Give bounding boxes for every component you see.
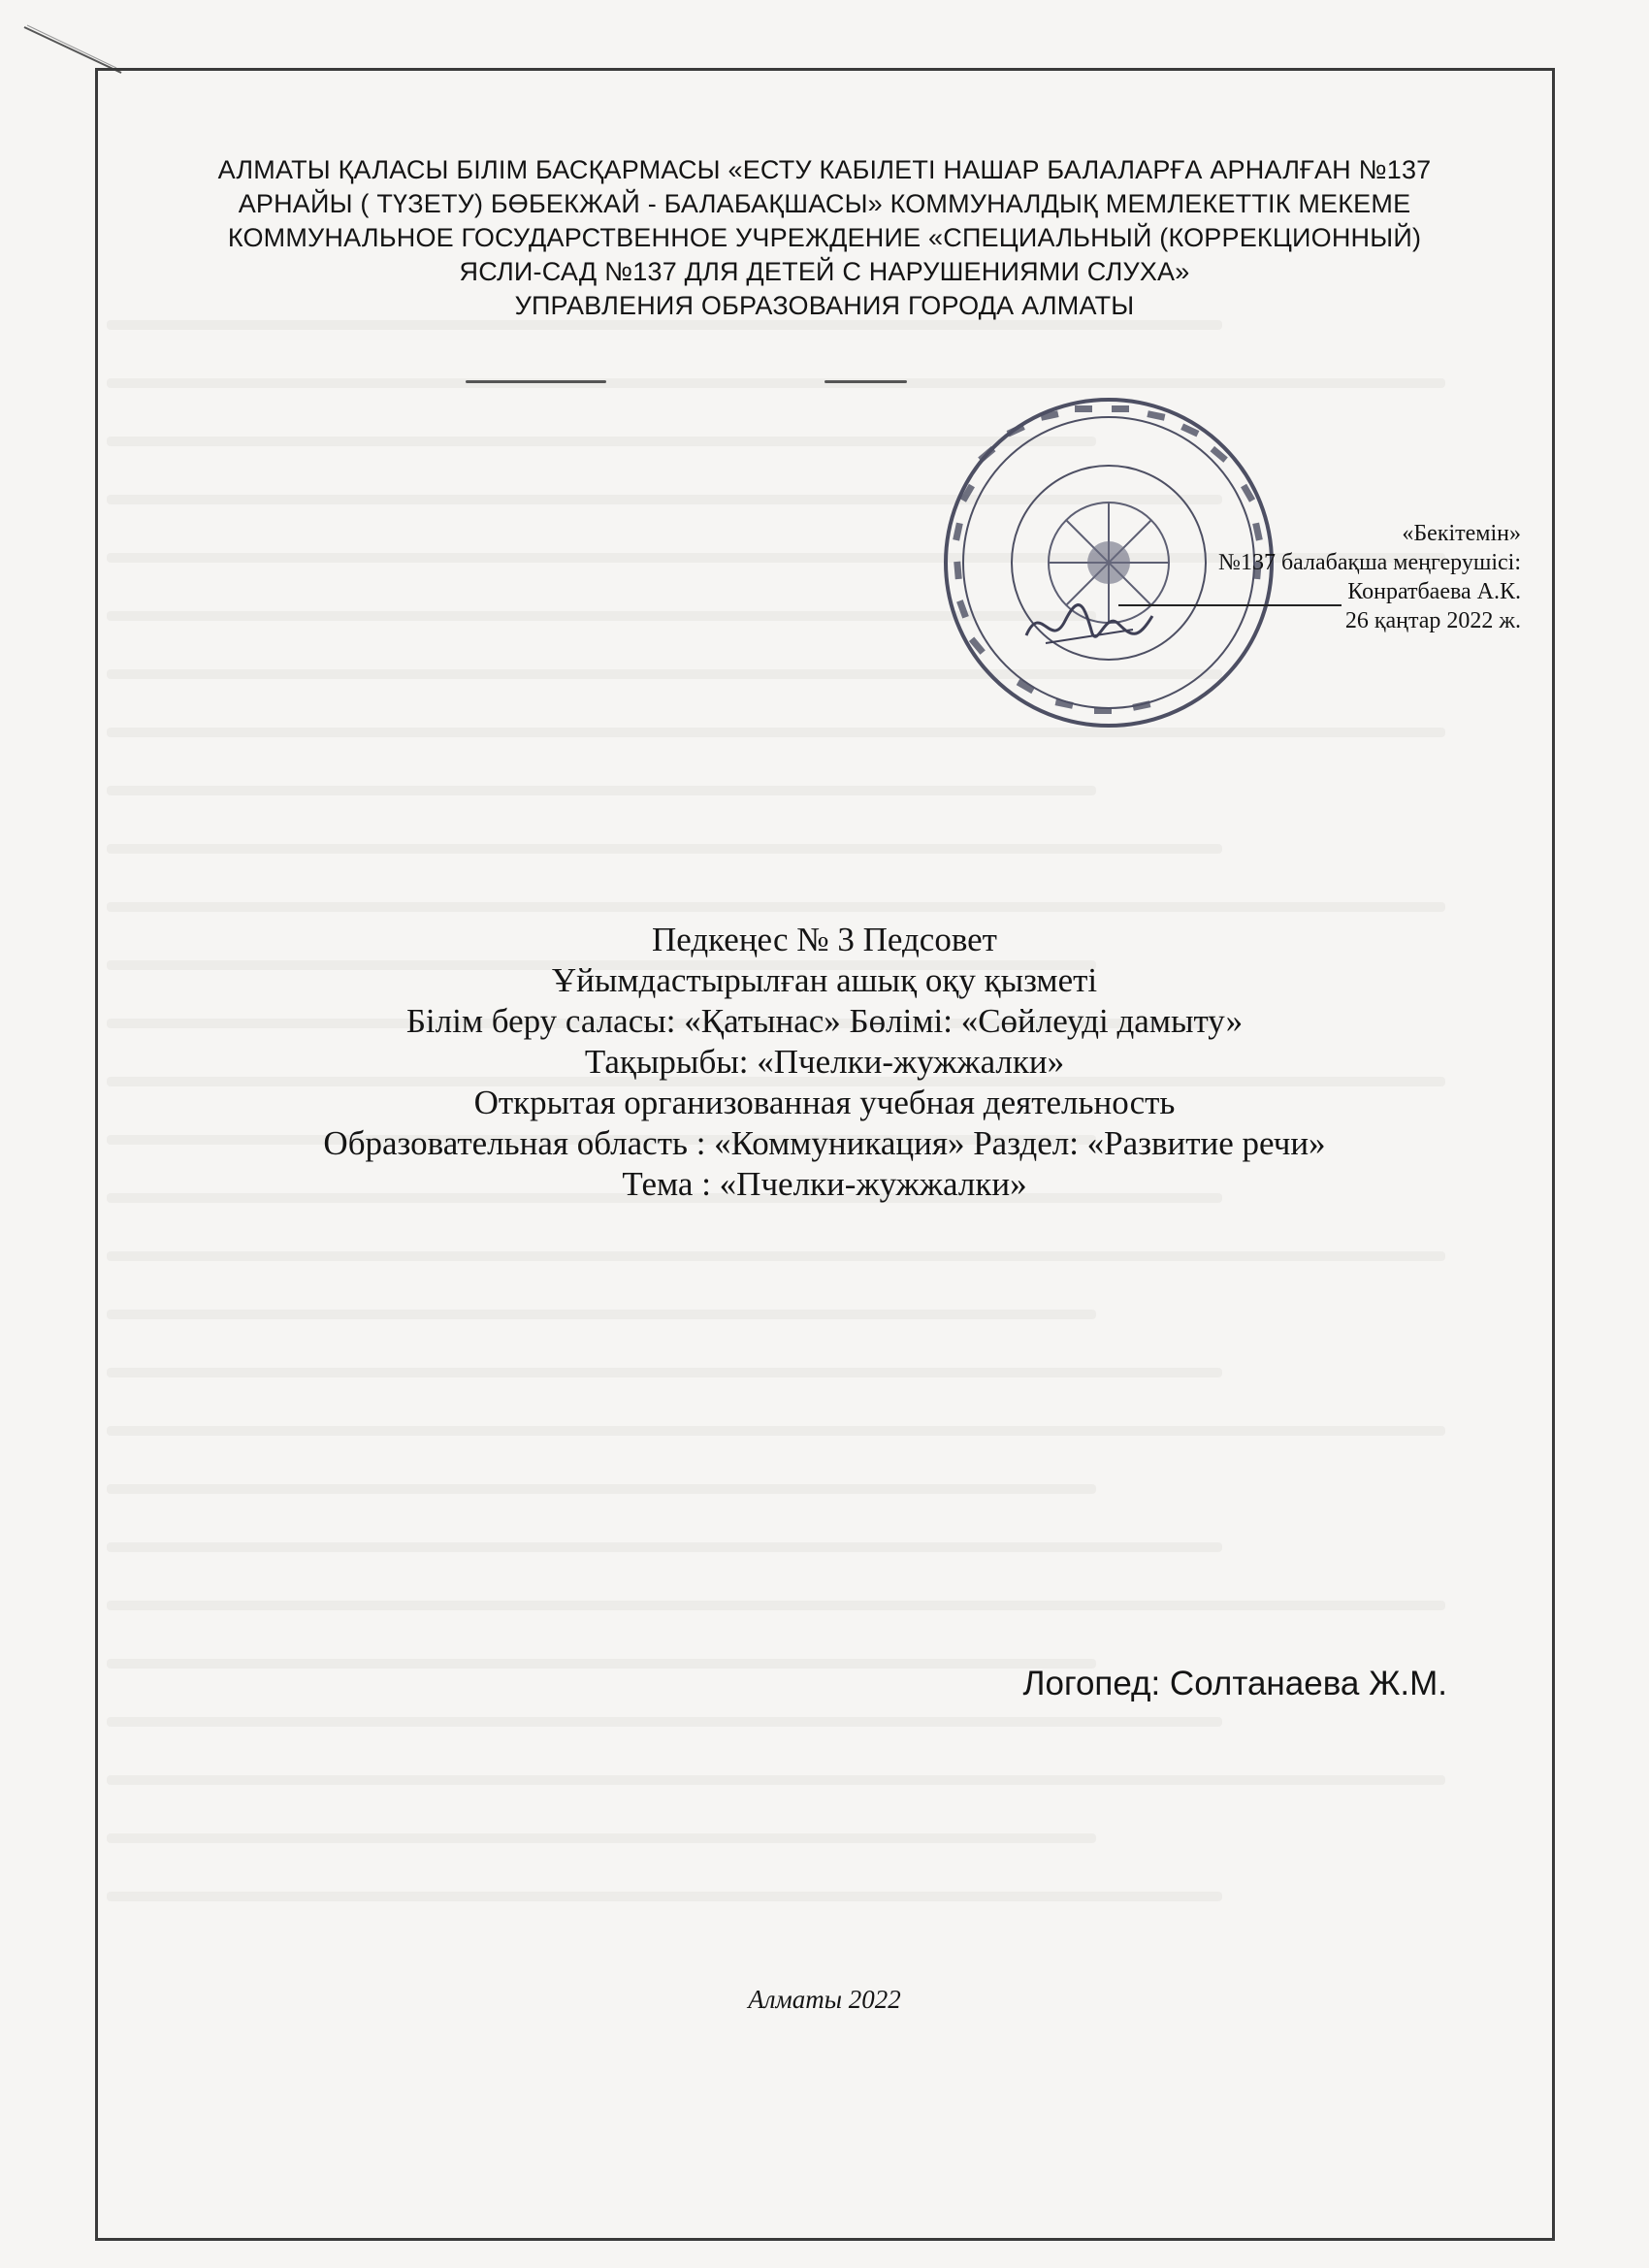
approval-position: №137 балабақша меңгерушісі: — [1218, 550, 1521, 575]
approval-name: Конратбаева А.К. — [1347, 579, 1521, 604]
title-line-2: Ұйымдастырылған ашық оқу қызметі — [551, 961, 1098, 999]
header-line-2: АРНАЙЫ ( ТҮЗЕТУ) БӨБЕКЖАЙ - БАЛАБАҚШАСЫ» КОММУНАЛДЫҚ МЕМЛЕКЕТТІК МЕКЕМЕ — [238, 189, 1411, 218]
title-line-3: Білім беру саласы: «Қатынас» Бөлімі: «Сөйлеуді дамыту» — [405, 1002, 1244, 1040]
signature-line — [1118, 604, 1342, 606]
title-line-6: Образовательная область : «Коммуникация» Раздел: «Развитие речи» — [323, 1124, 1326, 1162]
logoped-name: Логопед: Солтанаева Ж.М. — [1022, 1665, 1447, 1702]
approval-heading: «Бекітемін» — [1402, 521, 1521, 546]
title-line-1: Педкеңес № 3 Педсовет — [652, 921, 997, 958]
header-line-4: ЯСЛИ-САД №137 ДЛЯ ДЕТЕЙ С НАРУШЕНИЯМИ СЛУХА» — [459, 257, 1190, 286]
header-underline-right — [824, 380, 907, 383]
title-line-4: Тақырыбы: «Пчелки-жужжалки» — [584, 1043, 1065, 1081]
organization-header — [116, 153, 1533, 323]
header-line-1: АЛМАТЫ ҚАЛАСЫ БІЛІМ БАСҚАРМАСЫ «ЕСТУ КАБІЛЕТІ НАШАР БАЛАЛАРҒА АРНАЛҒАН №137 — [217, 155, 1432, 184]
header-underline-left — [466, 380, 606, 383]
title-line-7: Тема : «Пчелки-жужжалки» — [622, 1165, 1027, 1203]
event-title-block — [175, 920, 1474, 1205]
city-year: Алматы 2022 — [748, 1985, 901, 2014]
approval-date: 26 қаңтар 2022 ж. — [1344, 608, 1521, 633]
approval-signature-row — [1017, 577, 1521, 606]
header-line-3: КОММУНАЛЬНОЕ ГОСУДАРСТВЕННОЕ УЧРЕЖДЕНИЕ «СПЕЦИАЛЬНЫЙ (КОРРЕКЦИОННЫЙ) — [227, 223, 1422, 252]
header-line-5: УПРАВЛЕНИЯ ОБРАЗОВАНИЯ ГОРОДА АЛМАТЫ — [514, 291, 1135, 320]
approval-block — [1017, 519, 1521, 635]
title-line-5: Открытая организованная учебная деятельность — [473, 1084, 1176, 1121]
